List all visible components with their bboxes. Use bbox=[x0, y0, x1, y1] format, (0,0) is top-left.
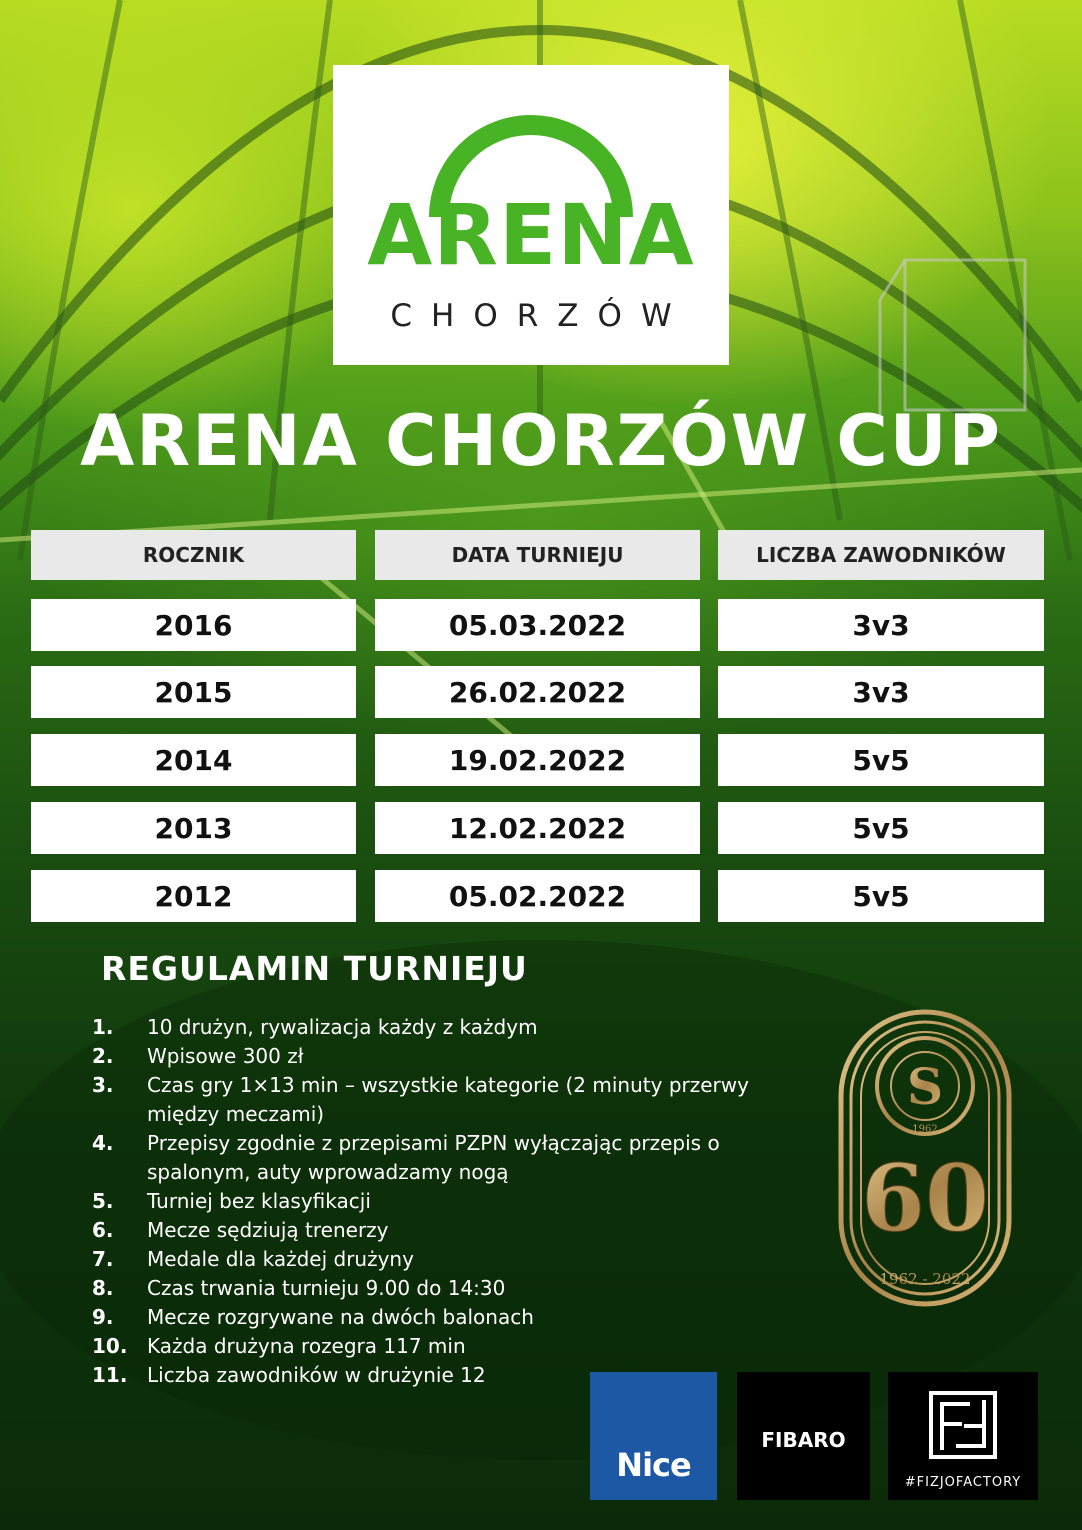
table-header-liczba: LICZBA ZAWODNIKÓW bbox=[718, 530, 1044, 580]
table-cell-players: 5v5 bbox=[718, 870, 1044, 922]
table-header-rocznik: ROCZNIK bbox=[31, 530, 356, 580]
sponsor-nice-logo bbox=[590, 1372, 717, 1500]
emblem-number: 60 bbox=[860, 1144, 990, 1252]
table-cell-date: 05.03.2022 bbox=[375, 599, 700, 651]
rule-number: 5. bbox=[92, 1189, 114, 1213]
list-item bbox=[92, 1129, 812, 1187]
page-title: ARENA CHORZÓW CUP bbox=[80, 400, 1002, 482]
rule-text: Wpisowe 300 zł bbox=[147, 1044, 304, 1068]
table-cell-year: 2015 bbox=[31, 666, 356, 718]
rule-text: Każda drużyna rozegra 117 min bbox=[147, 1334, 466, 1358]
rule-number: 6. bbox=[92, 1218, 114, 1242]
rule-text: Mecze sędziują trenerzy bbox=[147, 1218, 389, 1242]
rule-text: Przepisy zgodnie z przepisami PZPN wyłączając przepis o spalonym, auty wprowadzamy nogą bbox=[147, 1131, 720, 1184]
arena-logo bbox=[333, 65, 729, 365]
rule-number: 1. bbox=[92, 1015, 114, 1039]
rule-text: Turniej bez klasyfikacji bbox=[147, 1189, 371, 1213]
list-item bbox=[92, 1303, 812, 1332]
list-item bbox=[92, 1187, 812, 1216]
list-item bbox=[92, 1332, 812, 1361]
rule-text: Czas gry 1×13 min – wszystkie kategorie (2 minuty przerwy między meczami) bbox=[147, 1073, 749, 1126]
rule-text: Liczba zawodników w drużynie 12 bbox=[147, 1363, 486, 1387]
table-cell-date: 26.02.2022 bbox=[375, 666, 700, 718]
rule-text: Czas trwania turnieju 9.00 do 14:30 bbox=[147, 1276, 506, 1300]
rule-number: 4. bbox=[92, 1131, 114, 1155]
table-cell-players: 3v3 bbox=[718, 599, 1044, 651]
rule-number: 2. bbox=[92, 1044, 114, 1068]
club-60-anniversary-emblem bbox=[835, 1008, 1015, 1308]
rule-number: 8. bbox=[92, 1276, 114, 1300]
table-cell-date: 12.02.2022 bbox=[375, 802, 700, 854]
sponsor-nice-text: Nice bbox=[616, 1446, 691, 1484]
logo-word: ARENA bbox=[367, 186, 695, 284]
rule-number: 11. bbox=[92, 1363, 128, 1387]
rule-number: 3. bbox=[92, 1073, 114, 1097]
emblem-years: 1962 - 2022 bbox=[879, 1270, 971, 1288]
table-cell-year: 2013 bbox=[31, 802, 356, 854]
table-header-data: DATA TURNIEJU bbox=[375, 530, 700, 580]
rule-number: 10. bbox=[92, 1334, 128, 1358]
rule-text: Mecze rozgrywane na dwóch balonach bbox=[147, 1305, 534, 1329]
list-item bbox=[92, 1274, 812, 1303]
table-cell-date: 19.02.2022 bbox=[375, 734, 700, 786]
table-cell-date: 05.02.2022 bbox=[375, 870, 700, 922]
sponsor-fizjofactory-text: #FIZJOFACTORY bbox=[904, 1475, 1022, 1490]
sponsor-fizjofactory-logo bbox=[888, 1372, 1038, 1500]
table-cell-players: 3v3 bbox=[718, 666, 1044, 718]
rule-text: Medale dla każdej drużyny bbox=[147, 1247, 414, 1271]
rule-text: 10 drużyn, rywalizacja każdy z każdym bbox=[147, 1015, 538, 1039]
rules-list bbox=[92, 1013, 812, 1390]
emblem-year-small: 1962 bbox=[912, 1124, 938, 1135]
table-cell-year: 2014 bbox=[31, 734, 356, 786]
list-item bbox=[92, 1042, 812, 1071]
sponsor-fibaro-logo bbox=[737, 1372, 870, 1500]
table-cell-players: 5v5 bbox=[718, 734, 1044, 786]
ff-monogram-icon bbox=[928, 1390, 998, 1460]
table-cell-players: 5v5 bbox=[718, 802, 1044, 854]
rule-number: 9. bbox=[92, 1305, 114, 1329]
list-item bbox=[92, 1013, 812, 1042]
logo-subword: CHORZÓW bbox=[390, 298, 691, 334]
sponsor-fibaro-text: FIBARO bbox=[761, 1428, 846, 1452]
rules-title: REGULAMIN TURNIEJU bbox=[101, 949, 528, 988]
list-item bbox=[92, 1216, 812, 1245]
emblem-letter: S bbox=[906, 1057, 944, 1116]
list-item bbox=[92, 1071, 812, 1129]
table-cell-year: 2016 bbox=[31, 599, 356, 651]
table-cell-year: 2012 bbox=[31, 870, 356, 922]
list-item bbox=[92, 1245, 812, 1274]
rule-number: 7. bbox=[92, 1247, 114, 1271]
